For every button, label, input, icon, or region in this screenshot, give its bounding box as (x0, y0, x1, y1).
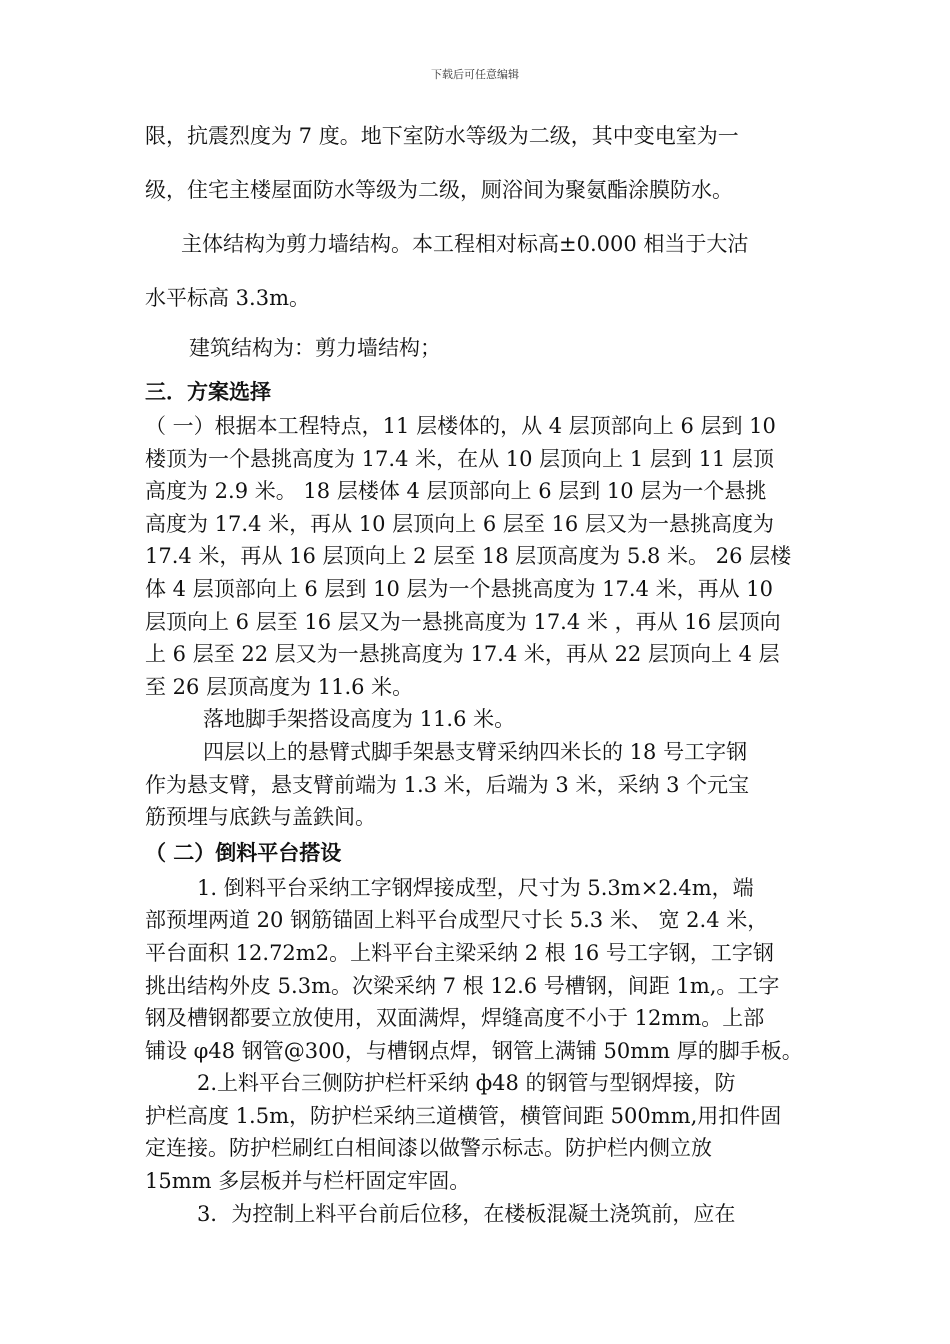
text-line: 高度为 17.4 米，再从 10 层顶向上 6 层至 16 层又为一悬挑高度为 (145, 511, 774, 536)
text-line: （ 一）根据本工程特点，11 层楼体的，从 4 层顶部向上 6 层到 10 (145, 414, 776, 438)
text-line: 钢及槽钢都要立放使用，双面满焊，焊缝高度不小于 12mm。上部 (145, 1006, 765, 1031)
text-line: 上 6 层至 22 层又为一悬挑高度为 17.4 米，再从 22 层顶向上 4 层 (145, 642, 780, 667)
text-line: 四层以上的悬臂式脚手架悬支臂采纳四米长的 18 号工字钢 (203, 739, 748, 764)
section-one-text (145, 410, 815, 1230)
document-body (145, 118, 815, 1230)
text-line: 至 26 层顶高度为 11.6 米。 (145, 674, 414, 699)
text-line: 护栏高度 1.5m，防护栏采纳三道横管，横管间距 500mm,用扣件固 (145, 1103, 782, 1128)
text-line: 17.4 米，再从 16 层顶向上 2 层至 18 层顶高度为 5.8 米。 26 层楼 (145, 544, 792, 569)
text-line: 2.上料平台三侧防护栏杆采纳 ф48 的钢管与型钢焊接，防 (197, 1071, 736, 1096)
text-line: 体 4 层顶部向上 6 层到 10 层为一个悬挑高度为 17.4 米，再从 10 (145, 576, 773, 601)
paragraph-line: 级，住宅主楼屋面防水等级为二级，厕浴间为聚氨酯涂膜防水。 (145, 178, 733, 202)
section-heading: 三．方案选择 (145, 380, 271, 404)
text-line: 部预埋两道 20 钢筋锚固上料平台成型尺寸长 5.3 米、 宽 2.4 米， (145, 908, 769, 933)
text-line: 挑出结构外皮 5.3m。次梁采纳 7 根 12.6 号槽钢，间距 1m,。工字 (145, 973, 780, 998)
text-line: 定连接。防护栏刷红白相间漆以做警示标志。防护栏内侧立放 (145, 1136, 712, 1161)
paragraph-line: 主体结构为剪力墙结构。本工程相对标高±0.000 相当于大沽 (181, 232, 749, 256)
text-line: 筋预埋与底鉄与盖鉄间。 (145, 805, 376, 830)
paragraph-line: 限，抗震烈度为 7 度。地下室防水等级为二级，其中变电室为一 (145, 124, 739, 148)
paragraph-line: 建筑结构为：剪力墙结构； (189, 336, 441, 360)
text-line: 平台面积 12.72m2。上料平台主梁采纳 2 根 16 号工字钢，工字钢 (145, 940, 774, 965)
text-line: 楼顶为一个悬挑高度为 17.4 米，在从 10 层顶向上 1 层到 11 层顶 (145, 446, 774, 471)
text-line: 铺设 φ48 钢管@300，与槽钢点焊，钢管上满铺 50mm 厚的脚手板。 (145, 1038, 803, 1063)
text-line: 落地脚手架搭设高度为 11.6 米。 (203, 707, 516, 732)
text-line: 高度为 2.9 米。 18 层楼体 4 层顶部向上 6 层到 10 层为一个悬挑 (145, 479, 767, 504)
page-header: 下载后可任意编辑 (431, 68, 519, 81)
text-line: 作为悬支臂，悬支臂前端为 1.3 米，后端为 3 米，采纳 3 个元宝 (145, 772, 750, 797)
paragraph-line: 水平标高 3.3m。 (145, 286, 310, 310)
text-line: 3．为控制上料平台前后位移，在楼板混凝土浇筑前，应在 (197, 1201, 736, 1226)
section-heading: （ 二）倒料平台搭设 (145, 840, 342, 865)
text-line: 1. 倒料平台采纳工字钢焊接成型，尺寸为 5.3m×2.4m，端 (197, 875, 754, 900)
text-line: 层顶向上 6 层至 16 层又为一悬挑高度为 17.4 米 ，再从 16 层顶向 (145, 609, 781, 634)
text-line: 15mm 多层板并与栏杆固定牢固。 (145, 1169, 471, 1194)
